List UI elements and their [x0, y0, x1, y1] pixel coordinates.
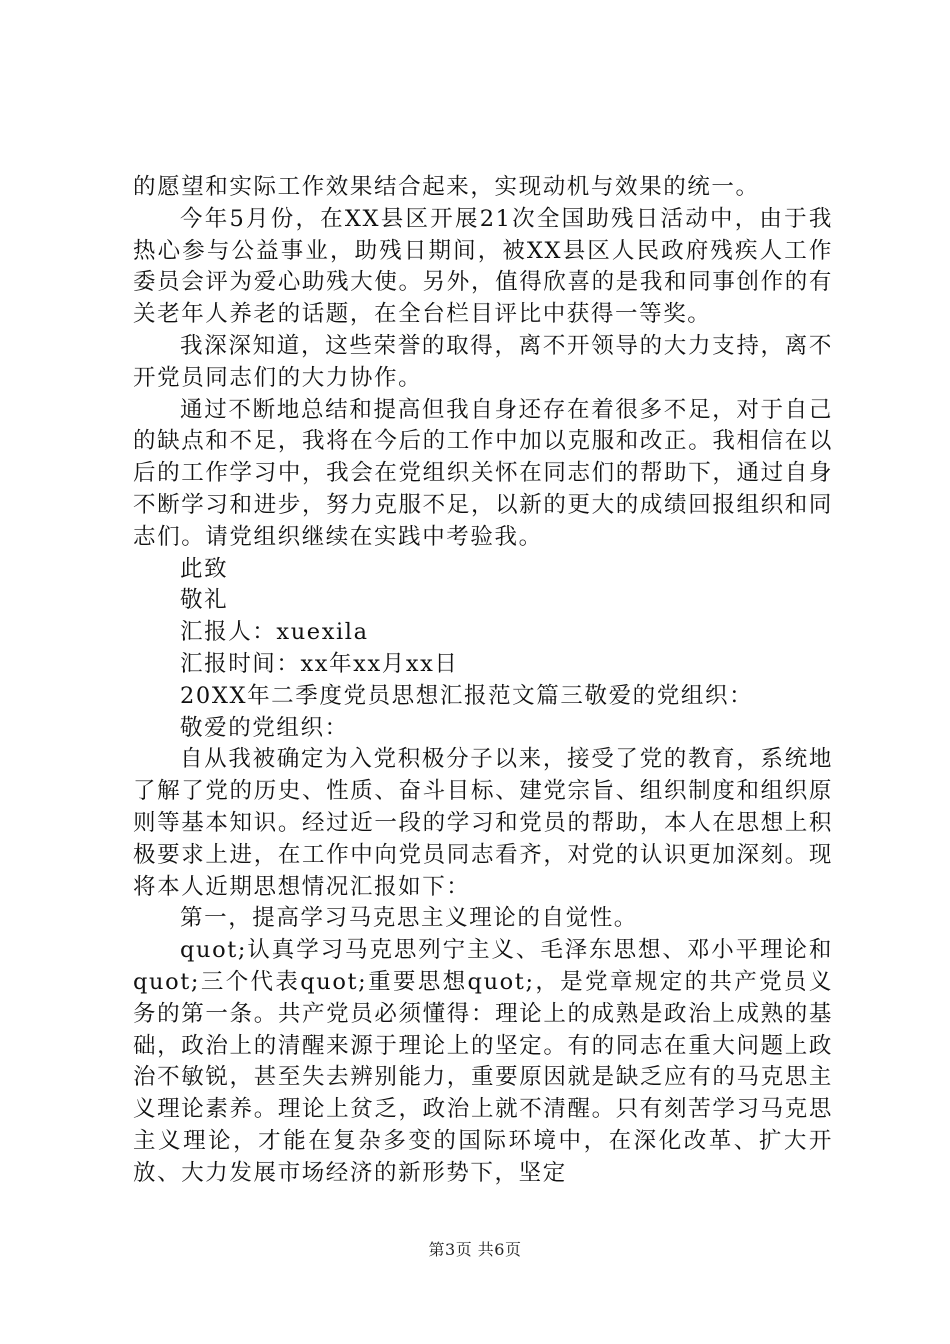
- subheading: 第一，提高学习马克思主义理论的自觉性。: [180, 905, 638, 932]
- paragraph: 的愿望和实际工作效果结合起来，实现动机与效果的统一。: [133, 174, 760, 200]
- section-title: 20XX年二季度党员思想汇报范文篇三敬爱的党组织：: [180, 682, 754, 709]
- reporter-line: 汇报人：xuexila: [180, 619, 369, 646]
- paragraph: 自从我被确定为入党积极分子以来，接受了党的教育，系统地了解了党的历史、性质、奋斗目标、建党宗旨、组织制度和组织原则等基本知识。经过近一段的学习和党员的帮助，本人在思想上积极要求上进，在工作中向党员同志看齐，对党的认识更加深刻。现将本人近期思想情况汇报如下：: [133, 746, 833, 900]
- paragraph: 今年5月份，在XX县区开展21次全国助残日活动中，由于我热心参与公益事业，助残日期间，被XX县区人民政府残疾人工作委员会评为爱心助残大使。另外，值得欣喜的是我和同事创作的有关老年人养老的话题，在全台栏目评比中获得一等奖。: [133, 205, 833, 328]
- paragraph: quot;认真学习马克思列宁主义、毛泽东思想、邓小平理论和quot;三个代表quot;重要思想quot;，是党章规定的共产党员义务的第一条。共产党员必须懂得：理论上的成熟是政治上成熟的基础，政治上的清醒来源于理论上的坚定。有的同志在重大问题上政治不敏锐，甚至失去辨别能力，重要原因就是缺乏应有的马克思主义理论素养。理论上贫乏，政治上就不清醒。只有刻苦学习马克思主义理论，才能在复杂多变的国际环境中，在深化改革、扩大开放、大力发展市场经济的新形势下，坚定: [133, 937, 833, 1186]
- page-footer: 第3页 共6页: [428, 1240, 522, 1259]
- report-date-line: 汇报时间：xx年xx月xx日: [180, 650, 459, 677]
- paragraph: 我深深知道，这些荣誉的取得，离不开领导的大力支持，离不开党员同志们的大力协作。: [133, 332, 833, 391]
- paragraph: 通过不断地总结和提高但我自身还存在着很多不足，对于自己的缺点和不足，我将在今后的工作中加以克服和改正。我相信在以后的工作学习中，我会在党组织关怀在同志们的帮助下，通过自身不断学习和进步，努力克服不足，以新的更大的成绩回报组织和同志们。请党组织继续在实践中考验我。: [133, 396, 833, 550]
- closing-salutation: 此致: [180, 555, 229, 582]
- document-body: [133, 172, 833, 1190]
- closing-regards: 敬礼: [180, 587, 229, 614]
- salutation: 敬爱的党组织：: [180, 714, 349, 741]
